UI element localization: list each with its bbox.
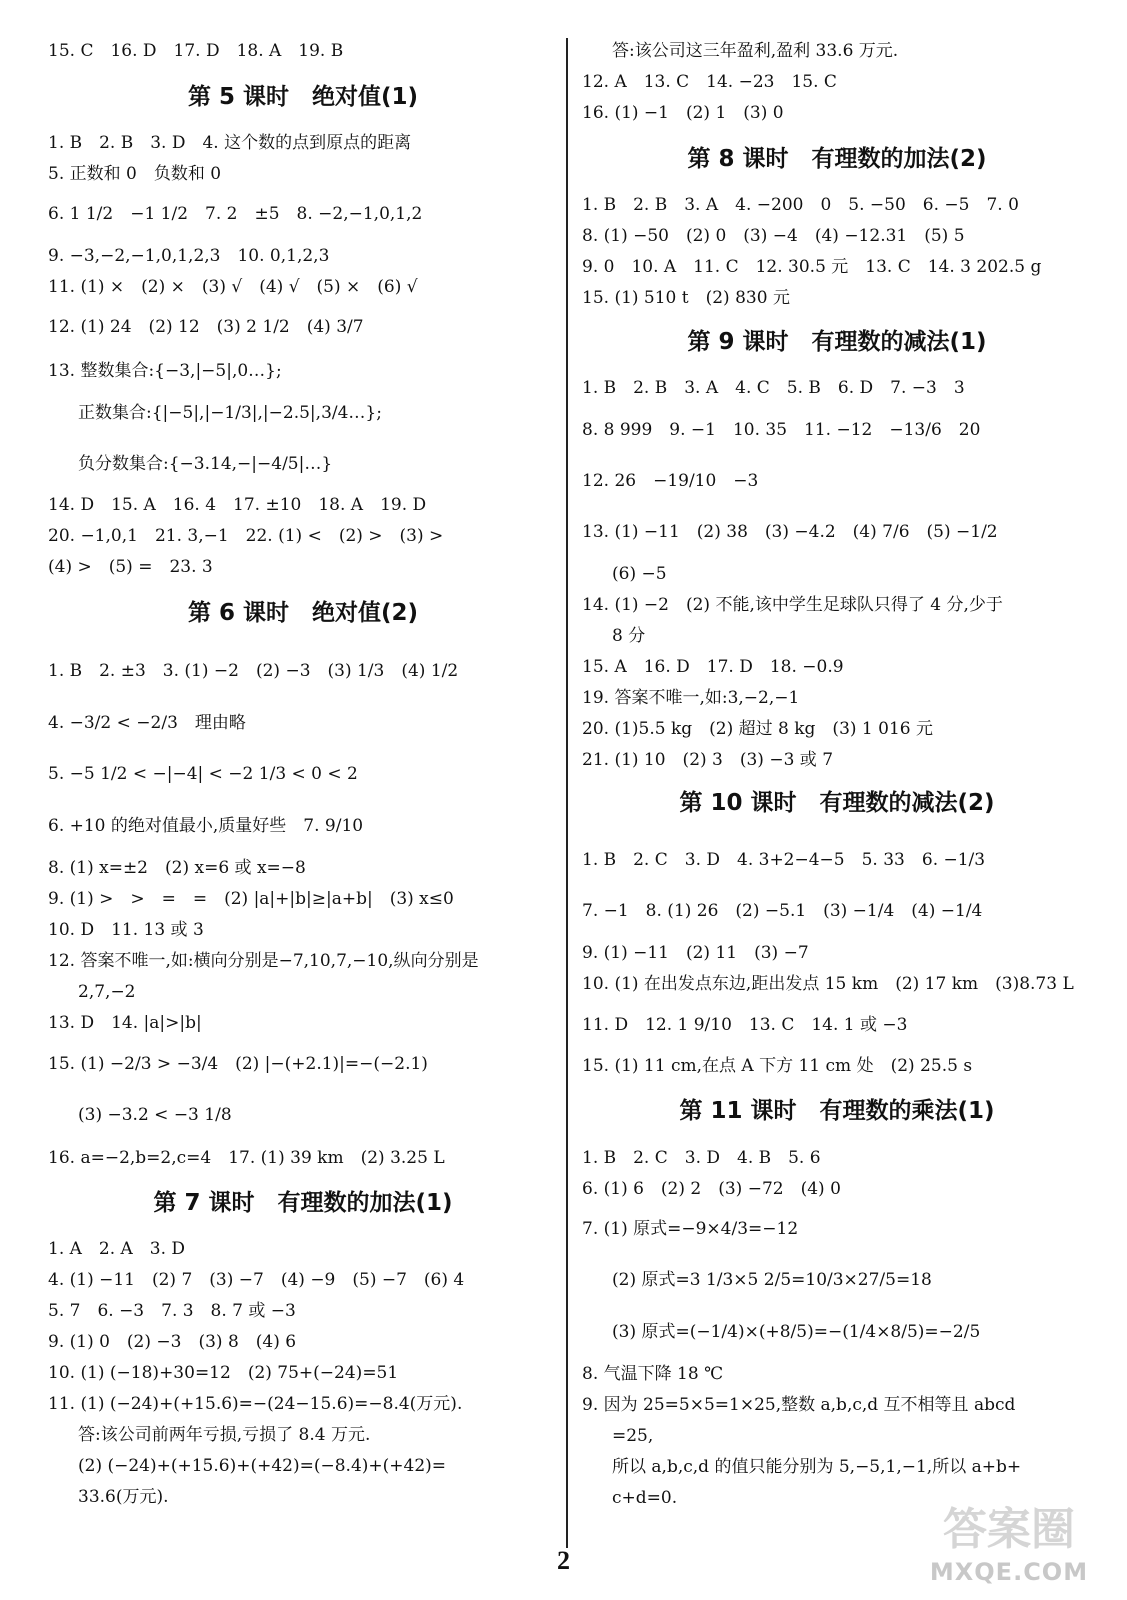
answer-line: (3) 原式=(−1/4)×(+8/5)=−(1/4×8/5)=−2/5 [612,1322,981,1342]
answer-line: 9. 0 10. A 11. C 12. 30.5 元 13. C 14. 3 202.5 g [582,257,1042,277]
answer-line: (6) −5 [612,564,667,584]
answer-line: 9. (1) −11 (2) 11 (3) −7 [582,943,809,963]
answer-line: (3) −3.2 < −3 1/8 [78,1105,232,1125]
answer-line: 1. B 2. B 3. D 4. 这个数的点到原点的距离 [48,133,412,153]
answer-line: 10. (1) 在出发点东边,距出发点 15 km (2) 17 km (3)8.73 L [582,974,1074,994]
answer-line: 1. A 2. A 3. D [48,1239,186,1259]
answer-line: 33.6(万元). [78,1487,169,1507]
answer-line: (2) (−24)+(+15.6)+(+42)=(−8.4)+(+42)= [78,1456,447,1476]
lesson-6-title: 第 6 课时 绝对值(2) [187,600,419,626]
answer-line: (4) > (5) = 23. 3 [48,557,213,577]
answer-line: 1. B 2. C 3. D 4. B 5. 6 [582,1148,821,1168]
lesson-5-title: 第 5 课时 绝对值(1) [187,84,419,110]
answer-line: 12. 26 −19/10 −3 [582,471,759,491]
lesson-9-title: 第 9 课时 有理数的减法(1) [687,329,987,355]
answer-line: 9. (1) 0 (2) −3 (3) 8 (4) 6 [48,1332,297,1352]
answer-line: 21. (1) 10 (2) 3 (3) −3 或 7 [582,750,834,770]
answer-line: 13. (1) −11 (2) 38 (3) −4.2 (4) 7/6 (5) −1/2 [582,522,998,542]
answer-line: 9. (1) > > = = (2) |a|+|b|≥|a+b| (3) x≤0 [48,889,454,909]
lesson-7-title: 第 7 课时 有理数的加法(1) [153,1190,453,1216]
answer-line: 7. −1 8. (1) 26 (2) −5.1 (3) −1/4 (4) −1/4 [582,901,983,921]
answer-line: 10. D 11. 13 或 3 [48,920,204,940]
answer-line: 16. (1) −1 (2) 1 (3) 0 [582,103,784,123]
answer-line: 15. A 16. D 17. D 18. −0.9 [582,657,844,677]
answer-line: 6. +10 的绝对值最小,质量好些 7. 9/10 [48,816,364,836]
answer-line: 4. (1) −11 (2) 7 (3) −7 (4) −9 (5) −7 (6) 4 [48,1270,465,1290]
lesson-8-title: 第 8 课时 有理数的加法(2) [687,146,987,172]
answer-line: 9. −3,−2,−1,0,1,2,3 10. 0,1,2,3 [48,246,330,266]
watermark [909,1500,1109,1592]
watermark-site: MXQE.COM [929,1558,1089,1586]
answer-line: 8. 气温下降 18 ℃ [582,1364,724,1384]
answer-line: (2) 原式=3 1/3×5 2/5=10/3×27/5=18 [612,1270,932,1290]
answer-line: 19. 答案不唯一,如:3,−2,−1 [582,688,800,708]
answer-line: 8. (1) −50 (2) 0 (3) −4 (4) −12.31 (5) 5 [582,226,965,246]
answer-line: 9. 因为 25=5×5=1×25,整数 a,b,c,d 互不相等且 abcd [582,1395,1016,1415]
answer-line: 5. −5 1/2 < −|−4| < −2 1/3 < 0 < 2 [48,764,358,784]
answer-line: 8. 8 999 9. −1 10. 35 11. −12 −13/6 20 [582,420,981,440]
answer-line: 11. (1) (−24)+(+15.6)=−(24−15.6)=−8.4(万元). [48,1394,463,1414]
watermark-logo: 答案圈 [943,1504,1075,1555]
answer-line: 答:该公司这三年盈利,盈利 33.6 万元. [612,41,899,61]
answer-line: 5. 正数和 0 负数和 0 [48,164,222,184]
answer-line: 负分数集合:{−3.14,−|−4/5|…} [78,454,333,474]
column-divider [566,38,568,1548]
answer-line: 15. (1) 510 t (2) 830 元 [582,288,790,308]
answer-line: 11. D 12. 1 9/10 13. C 14. 1 或 −3 [582,1015,908,1035]
answer-line: 8 分 [612,626,646,646]
answer-line: 1. B 2. ±3 3. (1) −2 (2) −3 (3) 1/3 (4) 1/2 [48,661,459,681]
answer-line: 7. (1) 原式=−9×4/3=−12 [582,1219,799,1239]
answer-line: c+d=0. [612,1488,678,1508]
page-number: 2 [557,1546,570,1575]
answer-line: 1. B 2. C 3. D 4. 3+2−4−5 5. 33 6. −1/3 [582,850,986,870]
answer-line: 15. (1) 11 cm,在点 A 下方 11 cm 处 (2) 25.5 s [582,1056,973,1076]
answer-line: 6. 1 1/2 −1 1/2 7. 2 ±5 8. −2,−1,0,1,2 [48,204,423,224]
answer-line: 13. D 14. |a|>|b| [48,1013,202,1033]
answer-line: 6. (1) 6 (2) 2 (3) −72 (4) 0 [582,1179,841,1199]
answer-line: 正数集合:{|−5|,|−1/3|,|−2.5|,3/4…}; [78,403,382,423]
lesson-11-title: 第 11 课时 有理数的乘法(1) [679,1098,995,1124]
answer-line: 2,7,−2 [78,982,136,1002]
answer-line: 10. (1) (−18)+30=12 (2) 75+(−24)=51 [48,1363,399,1383]
answer-line: =25, [612,1426,654,1446]
answer-line: 12. A 13. C 14. −23 15. C [582,72,837,92]
answer-line: 11. (1) × (2) × (3) √ (4) √ (5) × (6) √ [48,277,418,297]
answer-line: 15. C 16. D 17. D 18. A 19. B [48,41,344,61]
answer-line: 12. 答案不唯一,如:横向分别是−7,10,7,−10,纵向分别是 [48,951,479,971]
answer-line: 20. −1,0,1 21. 3,−1 22. (1) < (2) > (3) > [48,526,444,546]
answer-line: 1. B 2. B 3. A 4. −200 0 5. −50 6. −5 7. 0 [582,195,1019,215]
answer-line: 20. (1)5.5 kg (2) 超过 8 kg (3) 1 016 元 [582,719,933,739]
answer-line: 4. −3/2 < −2/3 理由略 [48,713,246,733]
answer-line: 1. B 2. B 3. A 4. C 5. B 6. D 7. −3 3 [582,378,965,398]
answer-line: 答:该公司前两年亏损,亏损了 8.4 万元. [78,1425,371,1445]
answer-line: 12. (1) 24 (2) 12 (3) 2 1/2 (4) 3/7 [48,317,364,337]
lesson-10-title: 第 10 课时 有理数的减法(2) [679,790,995,816]
answer-line: 13. 整数集合:{−3,|−5|,0…}; [48,361,282,381]
answer-line: 所以 a,b,c,d 的值只能分别为 5,−5,1,−1,所以 a+b+ [612,1457,1022,1477]
answer-line: 14. D 15. A 16. 4 17. ±10 18. A 19. D [48,495,427,515]
answer-line: 16. a=−2,b=2,c=4 17. (1) 39 km (2) 3.25 L [48,1148,445,1168]
answer-line: 5. 7 6. −3 7. 3 8. 7 或 −3 [48,1301,296,1321]
answer-line: 8. (1) x=±2 (2) x=6 或 x=−8 [48,858,306,878]
answer-line: 14. (1) −2 (2) 不能,该中学生足球队只得了 4 分,少于 [582,595,1003,615]
answer-line: 15. (1) −2/3 > −3/4 (2) |−(+2.1)|=−(−2.1) [48,1054,428,1074]
